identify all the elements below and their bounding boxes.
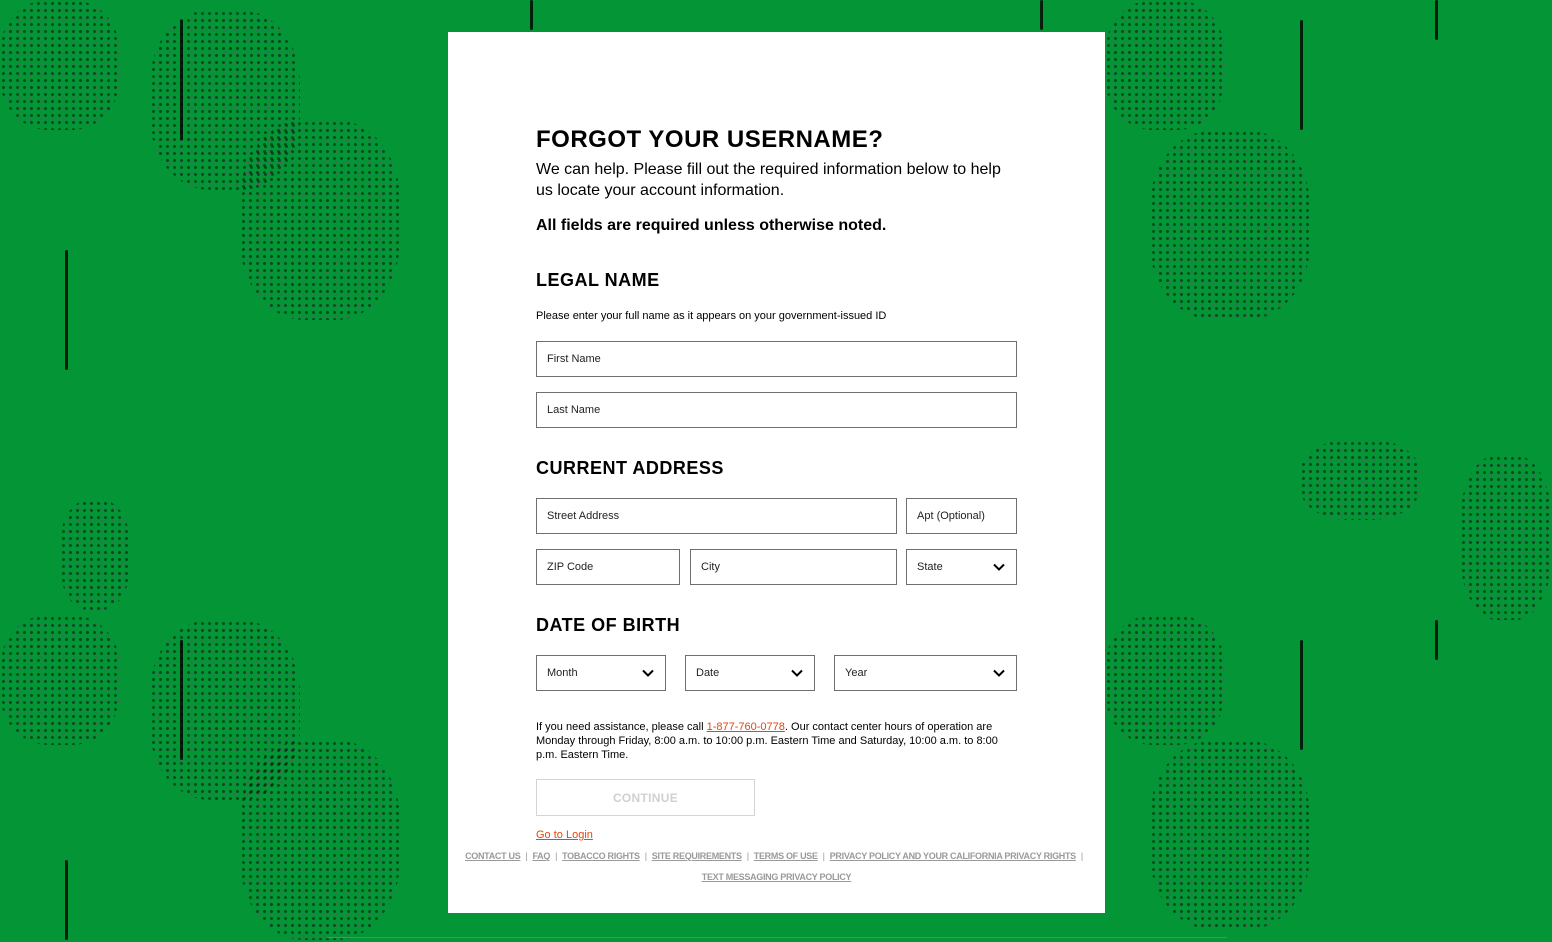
footer-link-terms-of-use[interactable]: TERMS OF USE xyxy=(753,851,818,861)
footer-link-tobacco-rights[interactable]: TOBACCO RIGHTS xyxy=(562,851,640,861)
footer-link-site-requirements[interactable]: SITE REQUIREMENTS xyxy=(651,851,742,861)
state-label: State xyxy=(917,561,943,573)
footer-link-text-messaging-privacy[interactable]: TEXT MESSAGING PRIVACY POLICY xyxy=(701,872,852,882)
month-label: Month xyxy=(547,667,578,679)
required-note: All fields are required unless otherwise noted. xyxy=(536,217,887,234)
first-name-placeholder: First Name xyxy=(547,353,601,365)
chevron-down-icon xyxy=(641,666,655,680)
chevron-down-icon xyxy=(992,666,1006,680)
footer-link-contact-us[interactable]: CONTACT US xyxy=(465,851,521,861)
go-to-login-link[interactable]: Go to Login xyxy=(536,829,593,841)
forgot-username-card xyxy=(448,32,1105,913)
zip-code-placeholder: ZIP Code xyxy=(547,561,594,573)
date-of-birth-heading: DATE OF BIRTH xyxy=(536,615,681,635)
date-label: Date xyxy=(696,667,720,679)
chevron-down-icon xyxy=(992,560,1006,574)
city-field[interactable] xyxy=(690,549,897,585)
legal-name-hint: Please enter your full name as it appears on your government-issued ID xyxy=(536,310,887,322)
bottom-divider xyxy=(327,937,1227,938)
year-select[interactable] xyxy=(834,655,1017,691)
last-name-field[interactable] xyxy=(536,392,1017,428)
state-select[interactable] xyxy=(906,549,1017,585)
zip-code-field[interactable] xyxy=(536,549,680,585)
city-placeholder: City xyxy=(701,561,720,573)
apt-placeholder: Apt (Optional) xyxy=(917,510,985,522)
chevron-down-icon xyxy=(790,666,804,680)
assistance-prefix: If you need assistance, please call xyxy=(536,721,707,733)
date-select[interactable] xyxy=(685,655,815,691)
year-label: Year xyxy=(845,667,868,679)
month-select[interactable] xyxy=(536,655,666,691)
last-name-placeholder: Last Name xyxy=(547,404,601,416)
page-title: FORGOT YOUR USERNAME? xyxy=(536,126,884,153)
apt-field[interactable] xyxy=(906,498,1017,534)
assistance-text xyxy=(536,720,1016,762)
footer-link-faq[interactable]: FAQ xyxy=(532,851,551,861)
street-address-field[interactable] xyxy=(536,498,897,534)
intro-text: We can help. Please fill out the required information below to help us locate your account information. xyxy=(536,161,1001,199)
continue-button[interactable]: CONTINUE xyxy=(536,779,755,816)
footer-link-privacy-policy[interactable]: PRIVACY POLICY AND YOUR CALIFORNIA PRIVACY RIGHTS xyxy=(829,851,1076,861)
current-address-heading: CURRENT ADDRESS xyxy=(536,458,724,478)
legal-name-heading: LEGAL NAME xyxy=(536,270,660,290)
assistance-suffix: . Our contact center hours of operation are Monday through Friday, 8:00 a.m. to 10:00 p.m. Eastern Time and Saturday, 10:00 a.m. to 8:00 p.m. Eastern Time. xyxy=(536,721,998,761)
phone-link[interactable]: 1-877-760-0778 xyxy=(706,721,785,733)
street-address-placeholder: Street Address xyxy=(547,510,620,522)
footer-links: CONTACT US | FAQ | TOBACCO RIGHTS | SITE REQUIREMENTS | TERMS OF USE | PRIVACY POLICY AND YOUR CALIFORNIA PRIVACY RIGHTS | TEXT MESSAGING PRIVACY POLICY xyxy=(465,851,1083,882)
first-name-field[interactable] xyxy=(536,341,1017,377)
